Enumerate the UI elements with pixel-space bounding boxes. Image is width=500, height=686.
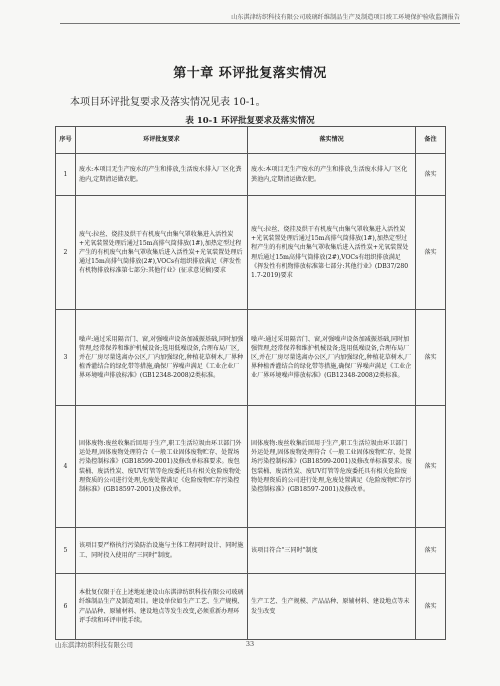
- table-header-row: [56, 127, 446, 154]
- table-row: [56, 154, 446, 196]
- row-implementation: 噪声:通过采用隔音门、窗,对强噪声设备加减振基础,同时加强管理,经常保养和维护机械设备;选用低噪设备,合理布局厂区,并在厂房尽量选离办公区,厂内加强绿化,种植花草树木,厂界种植香灌结合的绿化带等措施,确保厂界噪声满足《工业企业厂界环境噪声排放标准》(GB12348-2008)2类标准。: [248, 310, 416, 406]
- row-number: 4: [56, 406, 76, 528]
- row-note: 落实: [416, 154, 446, 196]
- page-number: 33: [245, 640, 255, 648]
- header-no: 序号: [56, 127, 76, 154]
- row-note: 落实: [416, 528, 446, 574]
- row-requirement: 固体废物:废丝收集后回用于生产,职工生活垃圾由环卫部门外运处理,固体废物处理符合《一般工业固体废物贮存、处置场污染控制标准》(GB18599-2001)及修改单标准要求。废包装桶、废活性炭、废UV灯管等危废委托具有相关危险废物处理资质的公司进行处理,危废处置满足《危险废物贮存污染控制标准》(GB18597-2001)及修改单。: [76, 406, 248, 528]
- table-row: [56, 310, 446, 406]
- table-row: [56, 406, 446, 528]
- table-caption: 表 10-1 环评批复要求及落实情况: [185, 116, 315, 126]
- row-note: 落实: [416, 310, 446, 406]
- row-number: 3: [56, 310, 76, 406]
- row-note: 落实: [416, 406, 446, 528]
- footer-company: 山东淇津纺织科技有限公司: [55, 641, 133, 649]
- row-number: 6: [56, 574, 76, 640]
- row-number: 2: [56, 196, 76, 310]
- row-implementation: 固体废物:废丝收集后回用于生产,职工生活垃圾由环卫部门外运处理,固体废物处理符合《一般工业固体废物贮存、处置场污染控制标准》(GB18599-2001)及修改单标准要求。废包装桶、废活性炭、废UV灯管等危废委托具有相关危险废物处理资质的公司进行处理,危废处置满足《危险废物贮存污染控制标准》(GB18597-2001)及修改单。: [248, 406, 416, 528]
- approval-table: [55, 126, 446, 640]
- row-requirement: 废水:本项目无生产废水的产生和排放,生活废水排入厂区化粪池内,定期清运做农肥。: [76, 154, 248, 196]
- row-note: 落实: [416, 196, 446, 310]
- header-note: 备注: [416, 127, 446, 154]
- row-requirement: 该项目要严格执行污染防治设施与主体工程同时设计、同时施工、同时投入使用的"三同时"制度。: [76, 528, 248, 574]
- row-requirement: 废气:拉丝、烧挂及烘干有机废气由集气罩收集进入活性炭+光氧装置处理后通过15m高排气筒排放(1#),加热定型过程产生的有机废气由集气罩收集后进入活性炭+光氧装置处理后通过15m高排气筒排放(2#),VOCs有组织排放满足《挥发性有机物排放标准第七部分:其他行业》(征求意见稿)要求: [76, 196, 248, 310]
- header-implementation: 落实情况: [248, 127, 416, 154]
- table-row: [56, 574, 446, 640]
- table-row: [56, 528, 446, 574]
- row-number: 1: [56, 154, 76, 196]
- row-implementation: 废水:本项目无生产废水的产生和排放,生活废水排入厂区化粪池内,定期清运做农肥。: [248, 154, 416, 196]
- header-requirement: 环评批复要求: [76, 127, 248, 154]
- page-header: 山东淇津纺织科技有限公司玻璃纤维制品生产及制造项目竣工环境保护验收监测报告: [60, 12, 460, 24]
- row-implementation: 废气:拉丝、烧挂及烘干有机废气由集气罩收集进入活性炭+光氧装置处理后通过15m高排气筒排放(1#),加热定型过程产生的有机废气由集气罩收集后进入活性炭+光氧装置处理后通过15m高排气筒排放(2#),VOCs有组织排放满足《挥发性有机物排放标准第七部分:其他行业》(DB37/2801.7-2019)要求: [248, 196, 416, 310]
- row-implementation: 生产工艺、生产规模、产品品种、原辅材料、建设地点等未发生改变: [248, 574, 416, 640]
- row-requirement: 噪声:通过采用隔音门、窗,对强噪声设备加减振基础,同时加强管理,经常保养和维护机械设备;选用低噪设备,合理布局厂区,并在厂房尽量选离办公区,厂内加强绿化,种植花草树木,厂界种植香灌结合的绿化带等措施,确保厂界噪声满足《工业企业厂界环境噪声排放标准》(GB12348-2008)2类标准。: [76, 310, 248, 406]
- row-implementation: 该项目符合"三同时"制度: [248, 528, 416, 574]
- intro-paragraph: 本项目环评批复要求及落实情况见表 10-1。: [70, 97, 266, 108]
- row-requirement: 本批复仅限于在上述地址建设山东淇津纺织科技有限公司玻璃纤维制品生产及制造项目。建设单位如生产工艺、生产规模、产品品种、原辅材料、建设地点等发生改变,必须重新办理环评手续和环评审批手续。: [76, 574, 248, 640]
- table-row: [56, 196, 446, 310]
- row-number: 5: [56, 528, 76, 574]
- chapter-title: 第十章 环评批复落实情况: [173, 66, 327, 81]
- row-note: 落实: [416, 574, 446, 640]
